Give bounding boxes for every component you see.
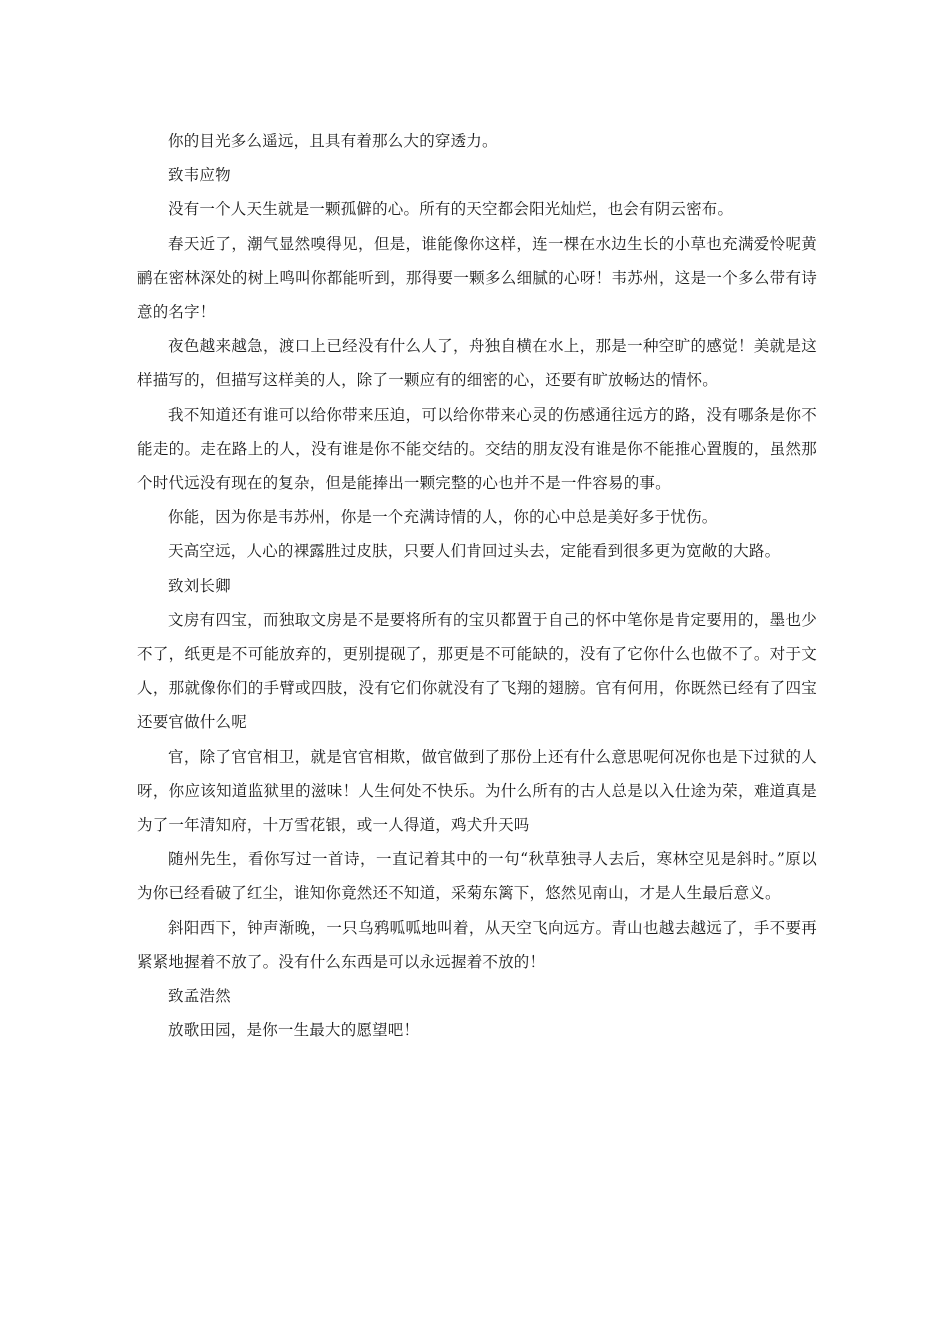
section-heading: 致韦应物 xyxy=(168,166,231,185)
paragraph: 官，除了官官相卫，就是官官相欺，做官做到了那份上还有什么意思呢何况你也是下过狱的人呀，你应该知道监狱里的滋味！人生何处不快乐。为什么所有的古人总是以入仕途为荣，难道真是为了一年清知府，十万雪花银，或一人得道，鸡犬升天吗 xyxy=(137,747,817,835)
paragraph: 你能，因为你是韦苏州，你是一个充满诗情的人，你的心中总是美好多于忧伤。 xyxy=(168,508,718,527)
paragraph: 春天近了，潮气显然嗅得见，但是，谁能像你这样，连一棵在水边生长的小草也充满爱怜呢黄鹂在密林深处的树上鸣叫你都能听到，那得要一颗多么细腻的心呀！韦苏州，这是一个多么带有诗意的名字！ xyxy=(137,234,817,322)
paragraph: 天高空远，人心的裸露胜过皮肤，只要人们肯回过头去，定能看到很多更为宽敞的大路。 xyxy=(168,542,781,561)
paragraph: 放歌田园，是你一生最大的愿望吧！ xyxy=(168,1021,420,1040)
paragraph: 没有一个人天生就是一颗孤僻的心。所有的天空都会阳光灿烂，也会有阴云密布。 xyxy=(168,200,734,219)
paragraph: 你的目光多么遥远，且具有着那么大的穿透力。 xyxy=(168,132,498,150)
paragraph: 文房有四宝，而独取文房是不是要将所有的宝贝都置于自己的怀中笔你是肯定要用的，墨也少不了，纸更是不可能放弃的，更别提砚了，那更是不可能缺的，没有了它你什么也做不了。对于文人，那就像你们的手臂或四肢，没有它们你就没有了飞翔的翅膀。官有何用，你既然已经有了四宝还要官做什么呢 xyxy=(137,610,817,732)
paragraph: 夜色越来越急，渡口上已经没有什么人了，舟独自横在水上，那是一种空旷的感觉！美就是这样描写的，但描写这样美的人，除了一颗应有的细密的心，还要有旷放畅达的情怀。 xyxy=(137,337,817,390)
paragraph: 我不知道还有谁可以给你带来压迫，可以给你带来心灵的伤感通往远方的路，没有哪条是你不能走的。走在路上的人，没有谁是你不能交结的。交结的朋友没有谁是你不能推心置腹的，虽然那个时代远没有现在的复杂，但是能捧出一颗完整的心也并不是一件容易的事。 xyxy=(137,405,817,493)
paragraph: 随州先生，看你写过一首诗，一直记着其中的一句“秋草独寻人去后，寒林空见是斜时。”原以为你已经看破了红尘，谁知你竟然还不知道，采菊东篱下，悠然见南山，才是人生最后意义。 xyxy=(137,850,817,903)
paragraph: 斜阳西下，钟声渐晚，一只乌鸦呱呱地叫着，从天空飞向远方。青山也越去越远了，手不要再紧紧地握着不放了。没有什么东西是可以永远握着不放的！ xyxy=(137,918,817,971)
section-heading: 致孟浩然 xyxy=(168,987,231,1006)
document-page xyxy=(137,124,817,1047)
section-heading: 致刘长卿 xyxy=(168,576,231,595)
